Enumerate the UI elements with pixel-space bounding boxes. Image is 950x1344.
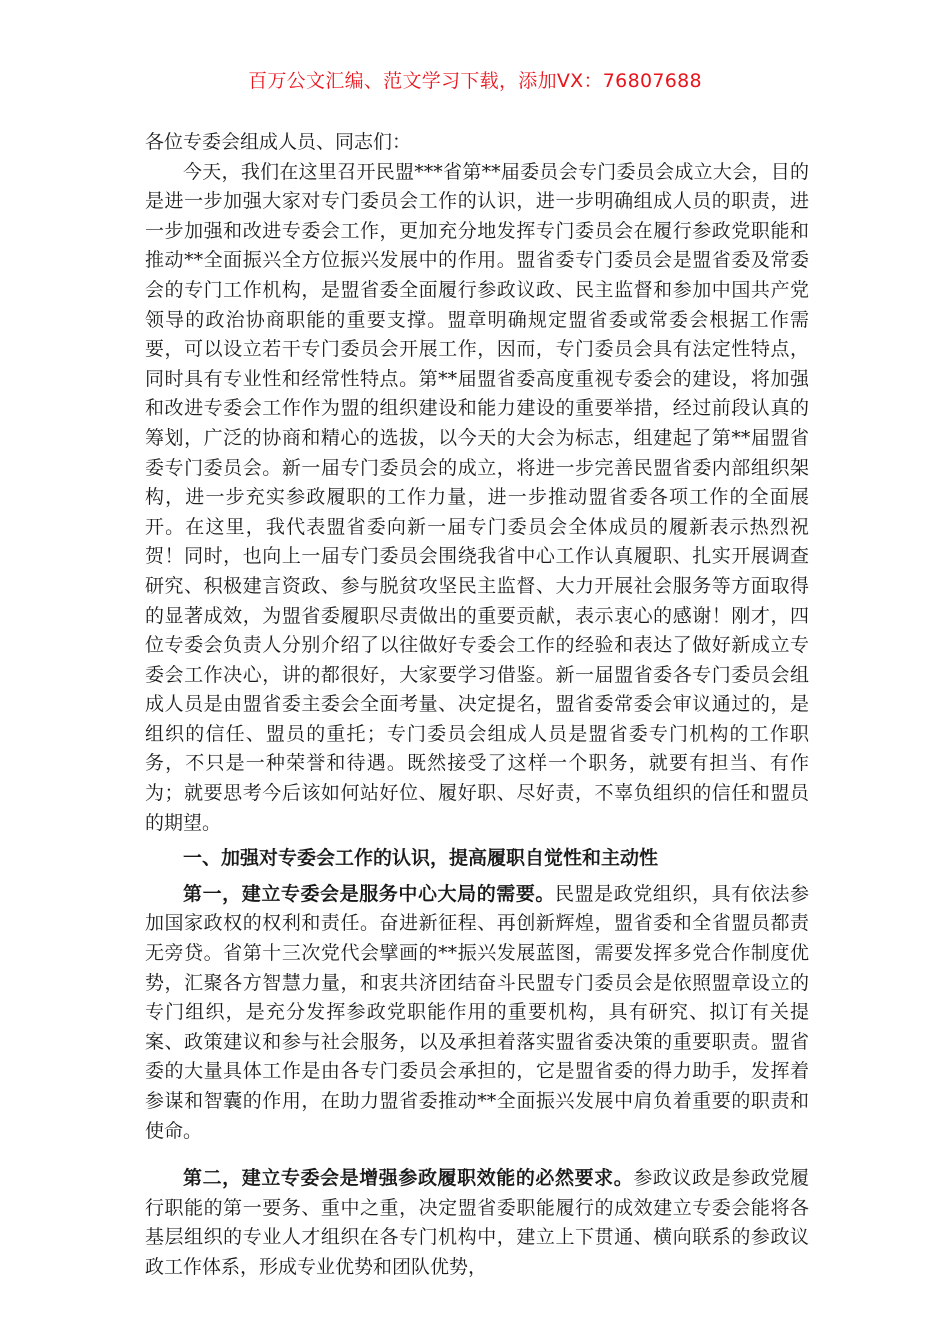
point-2-lead: 第二，建立专委会是增强参政履职效能的必然要求。 [183,1167,634,1190]
watermark-header: 百万公文汇编、范文学习下载，添加VX：76807688 [248,70,702,92]
point-1-paragraph [145,880,809,1146]
salutation: 各位专委会组成人员、同志们： [145,131,412,153]
point-1-lead: 第一，建立专委会是服务中心大局的需要。 [183,882,556,905]
point-2-paragraph [145,1164,809,1282]
point-1-text: 民盟是政党组织，具有依法参加国家政权的权利和责任。奋进新征程、再创新辉煌，盟省委和全省盟员都责无旁贷。省第十三次党代会擘画的**振兴发展蓝图，需要发挥多党合作制度优势，汇聚各方智慧力量，和衷共济团结奋斗民盟专门委员会是依照盟章设立的专门组织，是充分发挥参政党职能作用的重要机构，具有研究、拟订有关提案、政策建议和参与社会服务，以及承担着落实盟省委决策的重要职责。盟省委的大量具体工作是由各专门委员会承担的，它是盟省委的得力助手，发挥着参谋和智囊的作用，在助力盟省委推动**全面振兴发展中肩负着重要的职责和使命。 [145,882,809,1142]
intro-paragraph: 今天，我们在这里召开民盟***省第**届委员会专门委员会成立大会，目的是进一步加强大家对专门委员会工作的认识，进一步明确组成人员的职责，进一步加强和改进专委会工作，更加充分地发挥专门委员会在履行参政党职能和推动**全面振兴全方位振兴发展中的作用。盟省委专门委员会是盟省委及常委会的专门工作机构，是盟省委全面履行参政议政、民主监督和参加中国共产党领导的政治协商职能的重要支撑。盟章明确规定盟省委或常委会根据工作需要，可以设立若干专门委员会开展工作，因而，专门委员会具有法定性特点，同时具有专业性和经常性特点。第**届盟省委高度重视专委会的建设，将加强和改进专委会工作作为盟的组织建设和能力建设的重要举措，经过前段认真的筹划，广泛的协商和精心的选拔，以今天的大会为标志，组建起了第**届盟省委专门委员会。新一届专门委员会的成立，将进一步完善民盟省委内部组织架构，进一步充实参政履职的工作力量，进一步推动盟省委各项工作的全面展开。在这里，我代表盟省委向新一届专门委员会全体成员的履新表示热烈祝贺！同时，也向上一届专门委员会围绕我省中心工作认真履职、扎实开展调查研究、积极建言资政、参与脱贫攻坚民主监督、大力开展社会服务等方面取得的显著成效，为盟省委履职尽责做出的重要贡献，表示衷心的感谢！刚才，四位专委会负责人分别介绍了以往做好专委会工作的经验和表达了做好新成立专委会工作决心，讲的都很好，大家要学习借鉴。新一届盟省委各专门委员会组成人员是由盟省委主委会全面考量、决定提名，盟省委常委会审议通过的，是组织的信任、盟员的重托；专门委员会组成人员是盟省委专门机构的工作职务，不只是一种荣誉和待遇。既然接受了这样一个职务，就要有担当、有作为；就要思考今后该如何站好位、履好职、尽好责，不辜负组织的信任和盟员的期望。 [145,160,809,834]
point-2-text: 参政议政是参政党履行职能的第一要务、重中之重，决定盟省委职能履行的成效建立专委会能将各基层组织的专业人才组织在各专门机构中，建立上下贯通、横向联系的参政议政工作体系，形成专业优势和团队优势， [145,1167,809,1278]
section-heading-1: 一、加强对专委会工作的认识，提高履职自觉性和主动性 [183,847,659,870]
document-body [145,128,809,1283]
